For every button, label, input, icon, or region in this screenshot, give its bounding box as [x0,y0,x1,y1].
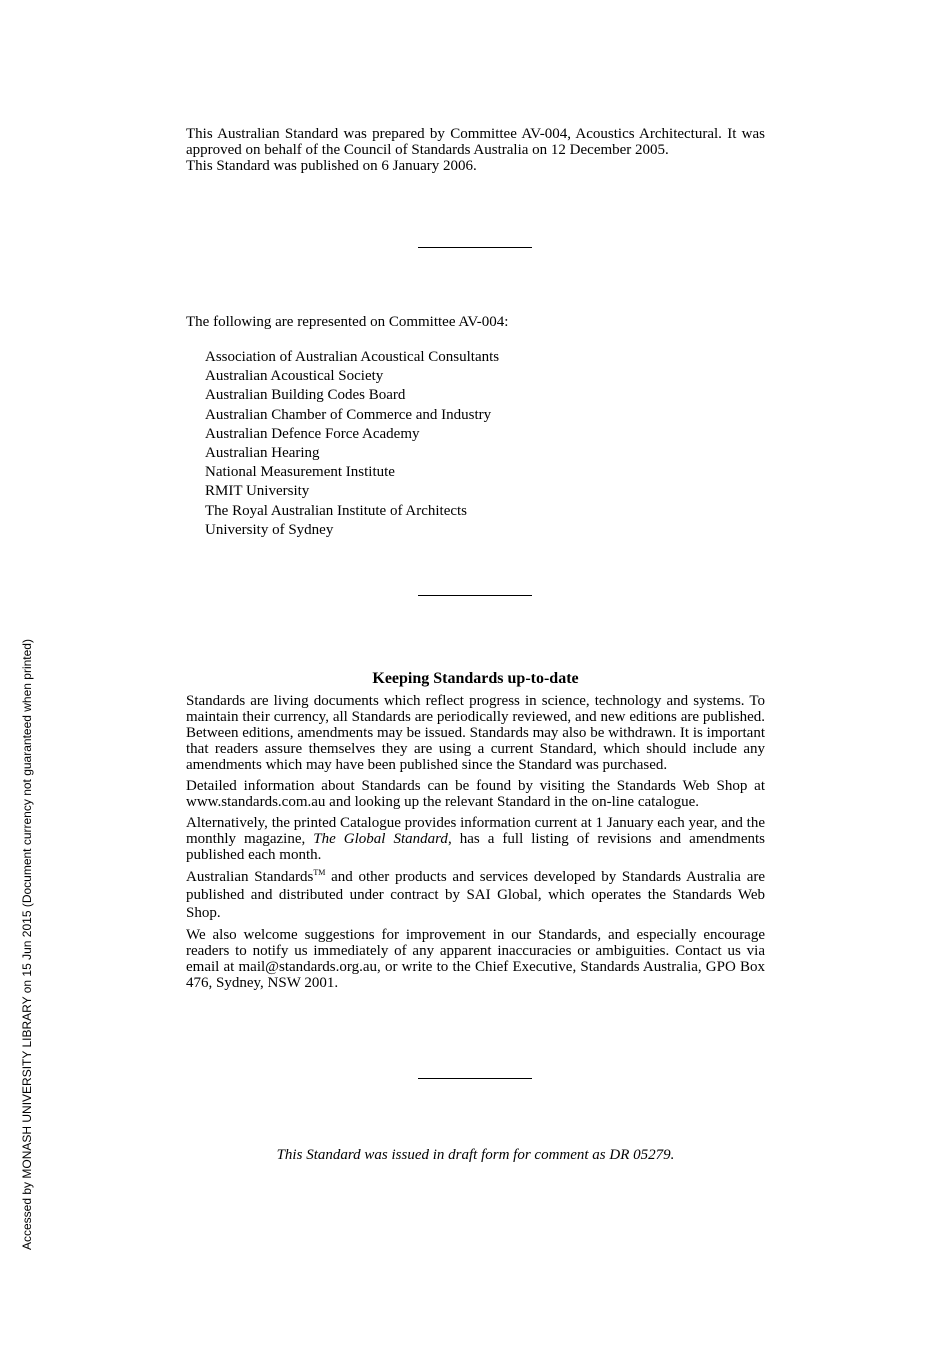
distribution-text-end: and other products and services developed by Standards Australia are published and distributed under contract by SAI Global, which operates the Standards Web Shop. [186,869,766,921]
committee-member: Australian Building Codes Board [205,387,406,404]
section-divider [418,1078,532,1079]
committee-member: Australian Chamber of Commerce and Industry [205,406,492,423]
committee-member: Association of Australian Acoustical Consultants [205,349,500,365]
catalogue-paragraph [186,815,765,863]
committee-member: Australian Defence Force Academy [205,425,420,442]
committee-member: National Measurement Institute [205,464,395,481]
committee-member: RMIT University [205,483,310,500]
committee-member: Australian Acoustical Society [205,368,384,385]
access-watermark: Accessed by MONASH UNIVERSITY LIBRARY on 15 Jun 2015 (Document currency not guaranteed when printed) [20,639,34,1250]
magazine-title: The Global Standard [313,831,448,847]
keeping-standards-heading: Keeping Standards up-to-date [372,670,579,687]
keeping-standards-body [186,693,765,991]
draft-note: This Standard was issued in draft form for comment as DR 05279. [276,1147,675,1163]
section-divider [418,595,532,596]
committee-member-list [205,348,499,540]
committee-member: University of Sydney [205,521,334,538]
publication-date-statement: This Standard was published on 6 January 2006. [186,158,477,174]
trademark-mark: TM [313,868,326,877]
distribution-paragraph [186,868,765,922]
web-shop-paragraph: Detailed information about Standards can be found by visiting the Standards Web Shop at www.standards.com.au and looking up the relevant Standard in the on-line catalogue. [186,778,765,810]
approval-section [186,126,765,174]
committee-member: The Royal Australian Institute of Architects [205,502,468,519]
catalogue-text-start: Alternatively, the printed Catalogue provides information current at 1 January each year, and the monthly magazine, [186,815,765,847]
approval-statement: This Australian Standard was prepared by Committee AV-004, Acoustics Architectural. It was approved on behalf of the Council of Standards Australia on 12 December 2005. [186,126,765,158]
catalogue-text-end: , has a full listing of revisions and amendments published each month. [186,831,765,863]
living-documents-paragraph: Standards are living documents which reflect progress in science, technology and systems. To maintain their currency, all Standards are periodically reviewed, and new editions are published. Between editions, amendments may be issued. Standards may also be withdrawn. It is important that readers assure themselves they are using a current Standard, which should include any amendments which may have been published since the Standard was purchased. [186,693,765,773]
committee-member: Australian Hearing [205,445,320,462]
section-divider [418,247,532,248]
committee-intro: The following are represented on Committee AV-004: [186,314,509,330]
feedback-paragraph: We also welcome suggestions for improvement in our Standards, and especially encourage readers to notify us immediately of any apparent inaccuracies or ambiguities. Contact us via email at mail@standards.org.au, or write to the Chief Executive, Standards Australia, GPO Box 476, Sydney, NSW 2001. [186,927,765,991]
distribution-text-start: Australian Standards [186,869,314,885]
